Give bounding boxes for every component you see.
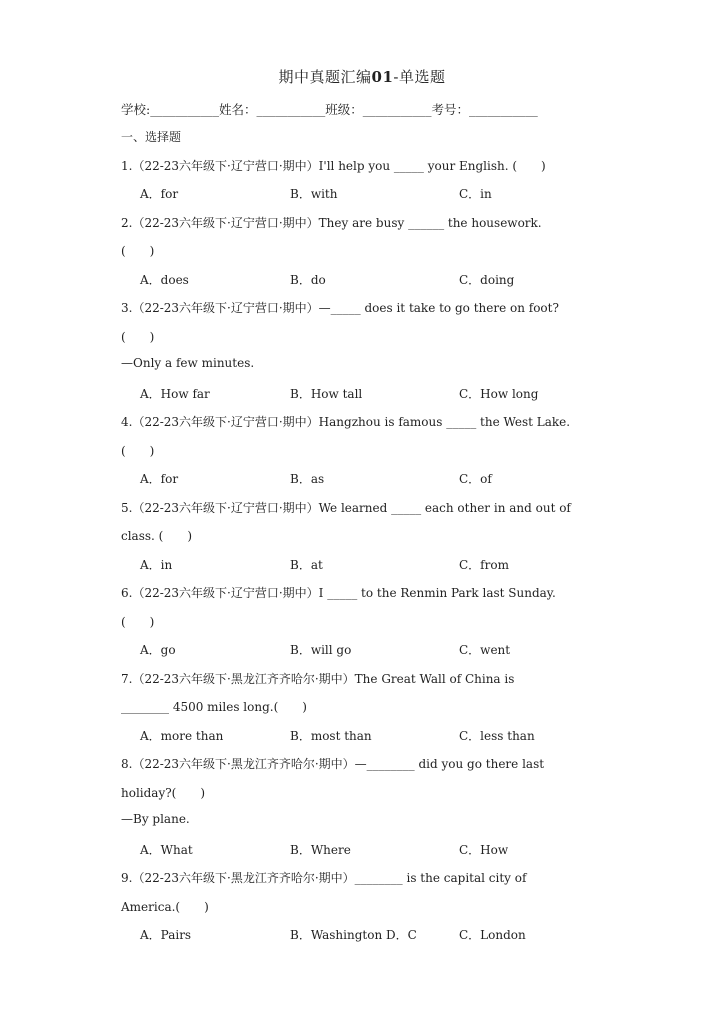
question-4-line-1: 4.（22-23六年级下·辽宁营口·期中）Hangzhou is famous _____ the West Lake. — [121, 415, 571, 429]
question-5-line-2: class. ( ) — [121, 529, 193, 543]
question-9-option-a: A．Pairs — [140, 928, 192, 942]
question-7-option-c: C．less than — [459, 729, 535, 743]
question-2-option-b: B．do — [290, 273, 326, 287]
question-9-line-1: 9.（22-23六年级下·黑龙江齐齐哈尔·期中）________ is the capital city of — [121, 871, 527, 885]
title-prefix: 期中真题汇编 — [278, 68, 372, 86]
title-suffix: -单选题 — [393, 68, 446, 86]
question-6-option-b: B．will go — [290, 643, 352, 657]
question-6-line-1: 6.（22-23六年级下·辽宁营口·期中）I _____ to the Renmin Park last Sunday. — [121, 586, 556, 600]
title-number: 01 — [371, 68, 394, 86]
question-3-option-b: B．How tall — [290, 387, 363, 401]
student-info-line: 学校:___________姓名：___________班级：___________考号：___________ — [121, 102, 538, 117]
question-1-option-c: C．in — [459, 187, 492, 201]
question-8-line-2: holiday?( ) — [121, 786, 206, 800]
question-7-option-a: A．more than — [140, 729, 224, 743]
question-8-option-c: C．How — [459, 843, 509, 857]
question-3-line-2: ( ) — [121, 330, 155, 344]
question-1-option-b: B．with — [290, 187, 338, 201]
question-8-line-1: 8.（22-23六年级下·黑龙江齐齐哈尔·期中）—________ did you go there last — [121, 757, 545, 771]
question-3-line-3: —Only a few minutes. — [121, 356, 255, 370]
question-9-option-b: B．Washington D．C — [290, 928, 417, 942]
page-title — [0, 66, 724, 87]
question-3-option-c: C．How long — [459, 387, 539, 401]
question-1-line-1: 1.（22-23六年级下·辽宁营口·期中）I'll help you _____ your English. ( ) — [121, 159, 546, 173]
question-7-option-b: B．most than — [290, 729, 372, 743]
question-8-line-3: —By plane. — [121, 812, 190, 826]
question-2-line-1: 2.（22-23六年级下·辽宁营口·期中）They are busy ______ the housework. — [121, 216, 542, 230]
question-4-option-c: C．of — [459, 472, 492, 486]
question-2-option-c: C．doing — [459, 273, 515, 287]
question-5-option-c: C．from — [459, 558, 509, 572]
question-7-line-2: ________ 4500 miles long.( ) — [121, 700, 307, 714]
question-4-option-b: B．as — [290, 472, 325, 486]
question-2-line-2: ( ) — [121, 244, 155, 258]
question-2-option-a: A．does — [140, 273, 189, 287]
question-6-option-c: C．went — [459, 643, 511, 657]
question-7-line-1: 7.（22-23六年级下·黑龙江齐齐哈尔·期中）The Great Wall of China is — [121, 672, 515, 686]
question-5-line-1: 5.（22-23六年级下·辽宁营口·期中）We learned _____ each other in and out of — [121, 501, 571, 515]
question-3-option-a: A．How far — [140, 387, 210, 401]
question-3-line-1: 3.（22-23六年级下·辽宁营口·期中）—_____ does it take to go there on foot? — [121, 301, 559, 315]
question-9-line-2: America.( ) — [121, 900, 209, 914]
question-1-option-a: A．for — [140, 187, 179, 201]
question-4-line-2: ( ) — [121, 444, 155, 458]
question-8-option-b: B．Where — [290, 843, 351, 857]
question-8-option-a: A．What — [140, 843, 193, 857]
question-9-option-c: C．London — [459, 928, 526, 942]
question-4-option-a: A．for — [140, 472, 179, 486]
question-6-option-a: A．go — [140, 643, 176, 657]
question-6-line-2: ( ) — [121, 615, 155, 629]
question-5-option-a: A．in — [140, 558, 173, 572]
section-heading: 一、选择题 — [121, 130, 182, 144]
question-5-option-b: B．at — [290, 558, 323, 572]
